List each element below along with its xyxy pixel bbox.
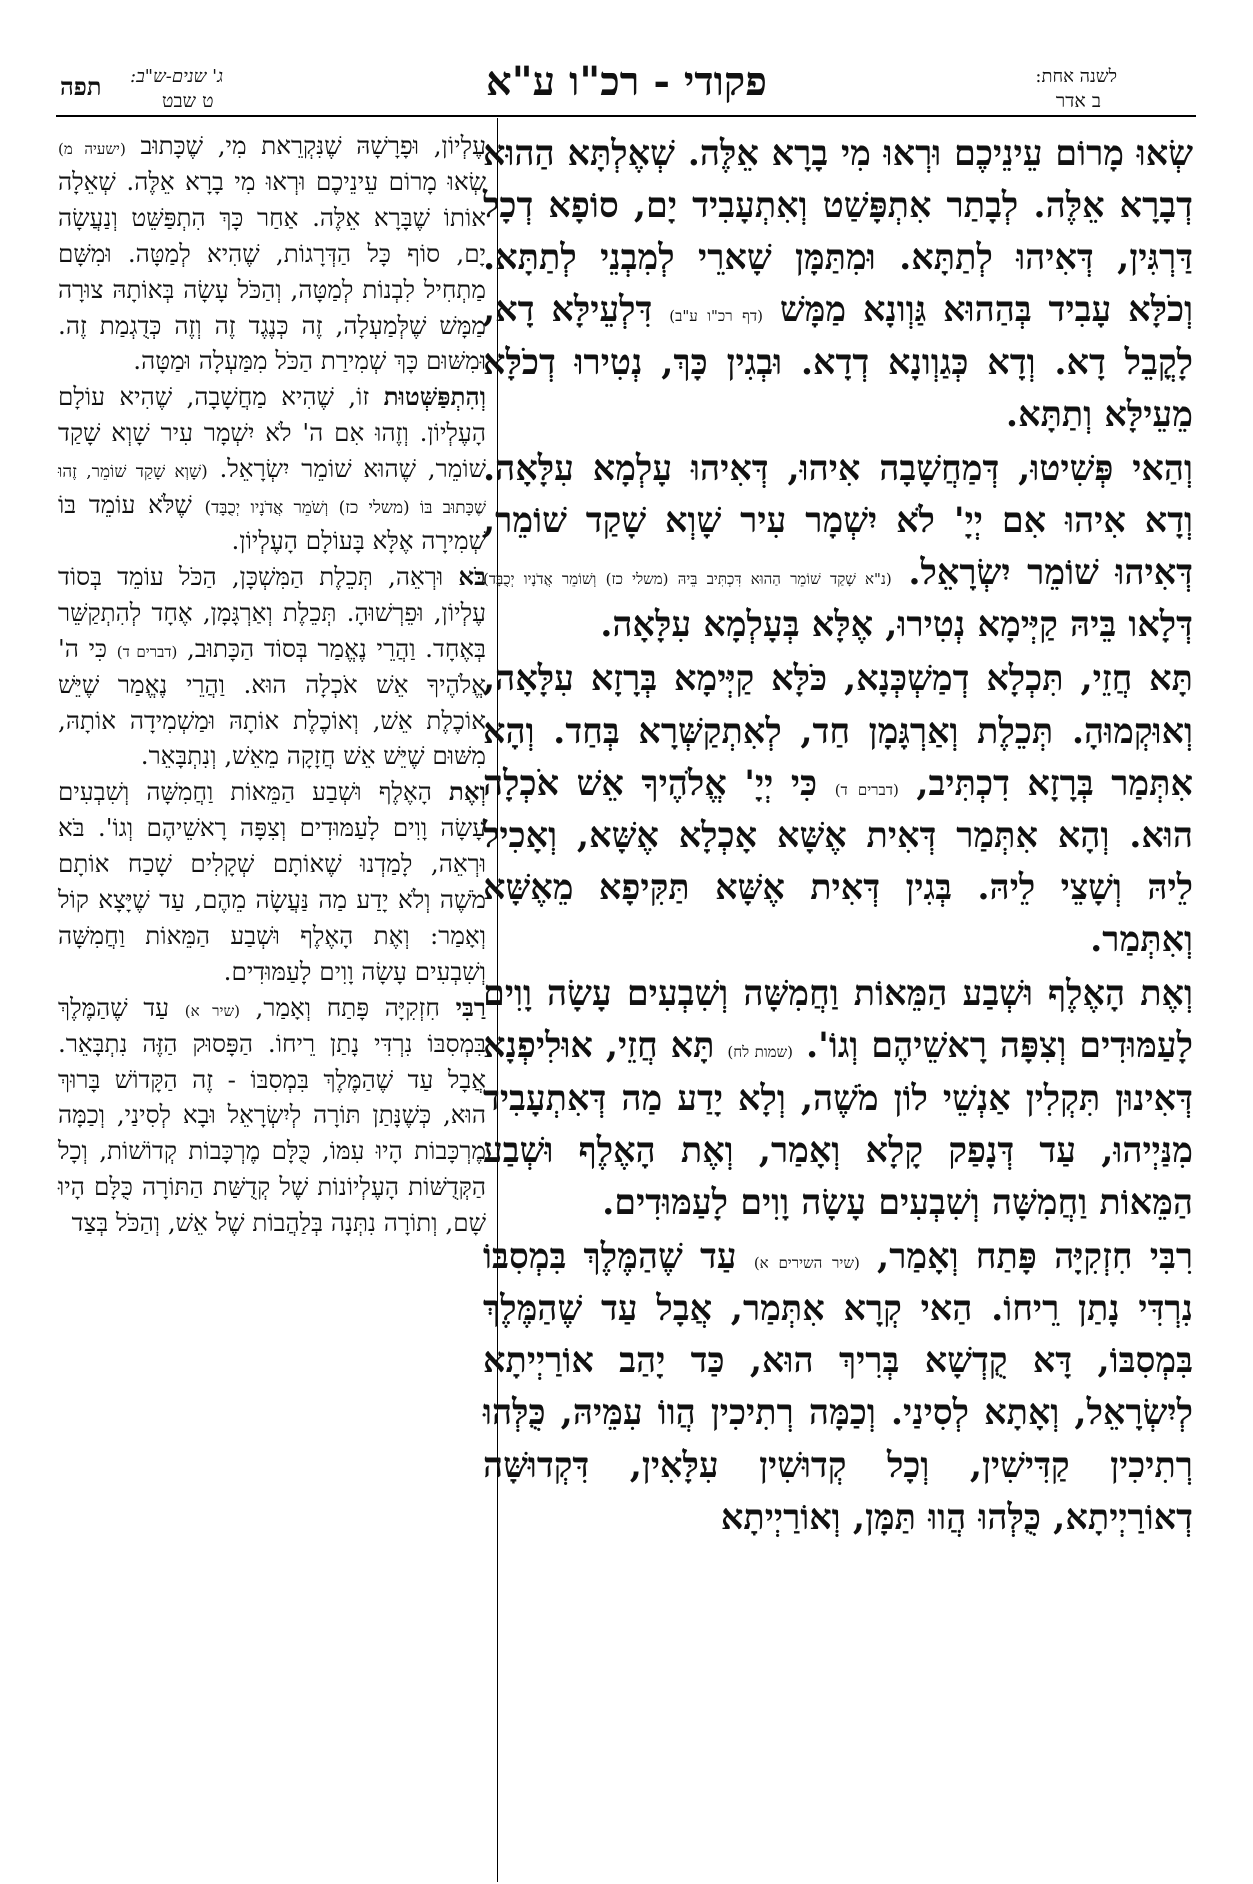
main-text: דְּלָאו בֵּיהּ קַיְּימָא נְטִירוּ, אֶלָּא בְּעָלְמָא עִלָּאָה. [600, 604, 1193, 646]
translation-paragraph-3 [58, 559, 486, 774]
lead-word: וְאֶת [448, 777, 486, 807]
main-text: וְאֶת הָאֶלֶף וּשְׁבַע הַמֵּאוֹת וַחֲמִשָּׁה וְשִׁבְעִים עָשָׂה וָוִים לָעַמּוּדִים וְצִפָּה רָאשֵׁיהֶם וְגוֹ'. [483, 973, 1193, 1067]
translation-text: וּרְאֵה, תְּכֵלֶת הַמִּשְׁכָּן, הַכֹּל עוֹמֵד בְּסוֹד עֶלְיוֹן, וּפֵרְשׁוּהָ. תְּכֵלֶת וְאַרְגָּמָן, אֶחָד לְהִתְקַשֵּׁר בְּאֶחָד. וַהֲרֵי נֶאֱמַר בְּסוֹד הַכָּתוּב, [58, 561, 486, 663]
page-number: תפה [60, 72, 102, 101]
header-rule [56, 115, 1196, 117]
translation-text: הָאֶלֶף וּשְׁבַע הַמֵּאוֹת וַחֲמִשָּׁה וְשִׁבְעִים עָשָׂה וָוִים לָעַמּוּדִים וְצִפָּה רָאשֵׁיהֶם וְגוֹ'. בֹּא וּרְאֵה, לָמַדְנוּ שֶׁאוֹתָם שְׁקָלִים שָׁכַח אוֹתָם מֹשֶׁה וְלֹא יָדַע מַה נַּעֲשָׂה מֵהֶם, עַד שֶׁיָּצָא קוֹל וְאָמַר: וְאֶת הָאֶלֶף וּשְׁבַע הַמֵּאוֹת וַחֲמִשָּׁה וְשִׁבְעִים עָשָׂה וָוִים לָעַמּוּדִים. [58, 777, 486, 986]
translation-text: זוֹ, שֶׁהִיא מַחֲשָׁבָה, שֶׁהִיא עוֹלָם הָעֶלְיוֹן. וְזֶהוּ אִם ה' לֹא יִשְׁמָר עִיר שָׁוְא שָׁקַד שׁוֹמֵר, שֶׁהוּא שׁוֹמֵר יִשְׂרָאֵל. [58, 382, 486, 484]
main-paragraph-4 [483, 968, 1193, 1229]
page-header [0, 0, 1253, 112]
main-paragraph-1 [483, 128, 1193, 441]
verse-reference: (שמות לח) [727, 1043, 794, 1062]
study-date-three-years: ט שבט [162, 90, 214, 112]
main-text: תָּא חֲזֵי, אוּלִיפְנָא דְּאִינוּן תִּקְלִין אַנְשֵׁי לוֹן מֹשֶׁה, וְלָא יָדַע מַה דְּאִתְעָבִיד מִנַּיְיהוּ, עַד דְּנָפַק קָלָא וְאָמַר, וְאֶת הָאֶלֶף וּשְׁבַע הַמֵּאוֹת וַחֲמִשָּׁה וְשִׁבְעִים עָשָׂה וָוִים לָעַמּוּדִים. [483, 1025, 1193, 1223]
study-schedule-one-year: לשנה אחת: [1035, 66, 1117, 87]
translation-text: עֶלְיוֹן, וּפָרָשָׁהּ שֶׁנִּקְרֵאת מִי, שֶׁכָּתוּב [140, 131, 486, 160]
translation-paragraph-1 [58, 128, 486, 379]
main-paragraph-3 [483, 653, 1193, 966]
main-text: כִּי יְיָ' אֱלֹהֶיךָ אֵשׁ אֹכְלָה הוּא. וְהָא אִתְּמַר דְּאִית אֶשָּׁא אָכְלָא אֶשָּׁא, וְאָכִיל לֵיהּ וְשָׁצֵי לֵיהּ. בְּגִין דְּאִית אֶשָּׁא תַּקִּיפָא מֵאֶשָּׁא וְאִתְּמַר. [483, 762, 1193, 961]
verse-reference: (דברים ד) [116, 642, 178, 661]
variant-note: (נ"א שָׁקַד שׁוֹמֵר הַהוּא דִּכְתִּיב בֵּיהּ (משלי כז) וְשׁוֹמֵר אֲדֹנָיו יְכֻבָּד) [483, 570, 892, 589]
page-reference: (דף רכ"ו ע"ב) [669, 307, 763, 326]
translation-paragraph-5 [58, 990, 486, 1241]
variant-note: (שָׁוְא שָׁקַד שׁוֹמֵר, זֶהוּ שֶׁכָּתוּב בּוֹ (משלי כז) וְשֹׁמֵר אֲדֹנָיו יְכֻבָּד) [58, 462, 486, 519]
main-text: וְהַאי פְּשִׁיטוּ, דְּמַחֲשָׁבָה אִיהוּ, דְּאִיהוּ עָלְמָא עִלָּאָה. וְדָא אִיהוּ אִם יְיָ' לֹא יִשְׁמָר עִיר שָׁוְא שָׁקַד שׁוֹמֵר, דְּאִיהוּ שׁוֹמֵר יִשְׂרָאֵל. [483, 447, 1194, 594]
study-schedule-three-years: ג' שנים-ש"ב: [130, 66, 224, 87]
main-paragraph-5 [483, 1231, 1193, 1544]
main-text: תָּא חֲזֵי, תִּכְלָא דְמַשְׁכְּנָא, כֹּלָּא קַיְּימָא בְּרָזָא עִלָּאָה, וְאוּקְמוּהָ. תְּכֵלֶת וְאַרְגָּמָן חַד, לְאִתְקַשְּׁרָא בְּחַד. וְהָא אִתְּמַר בְּרָזָא דִכְתִּיב, [483, 658, 1194, 804]
main-text: רִבִּי חִזְקִיָּה פָּתַח וְאָמַר, [877, 1235, 1194, 1277]
verse-reference: (ישעיה מ) [58, 140, 126, 158]
translation-text: חִזְקִיָּה פָּתַח וְאָמַר, [255, 992, 440, 1022]
translation-paragraph-4 [58, 774, 486, 989]
page-title: פקודי - רכ"ו ע"א [486, 58, 767, 105]
main-text: דִּלְעֵילָּא דָא, לָקֳבֵל דָא. וְדָא כְּגַוְונָא דְדָא. וּבְגִין כָּךְ, נְטִירוּ דְכֹלָּא מֵעֵילָּא וְתַתָּא. [483, 289, 1193, 435]
verse-reference: (שיר א) [184, 1001, 240, 1020]
lead-word: רַבִּי [455, 992, 486, 1022]
translation-text: כִּי ה' אֱלֹהֶיךָ אֵשׁ אֹכְלָה הוּא. וַהֲרֵי נֶאֱמַר שֶׁיֵּשׁ אוֹכֶלֶת אֵשׁ, וְאוֹכֶלֶת אוֹתָהּ וּמַשְׁמִידָה אוֹתָהּ, מִשּׁוּם שֶׁיֵּשׁ אֵשׁ חֲזָקָה מֵאֵשׁ, וְנִתְבָּאֵר. [58, 633, 486, 771]
verse-reference: (שיר השירים א) [753, 1253, 860, 1272]
main-text: שְׂאוּ מָרוֹם עֵינֵיכֶם וּרְאוּ מִי בָרָא אֵלֶּה. שְׁאֶלְתָּא הַהוּא דְבָרָא אֵלֶּה. לְבָתַר אִתְפָּשַׁט וְאִתְעָבִיד יָם, סוֹפָא דְכָל דַּרְגִּין, דְּאִיהוּ לְתַתָּא. וּמִתַּמָּן שָׁארֵי לְמִבְנֵי לְתַתָּא. וְכֹלָּא עָבִיד בְּהַהוּא גַּוְונָא מַמָּשׁ [483, 133, 1194, 331]
study-date-one-year: ב אדר [1055, 90, 1101, 112]
main-text: עַד שֶׁהַמֶּלֶךְ בִּמְסִבּוֹ נִרְדִּי נָתַן רֵיחוֹ. הַאי קְרָא אִתְּמַר, אֲבָל עַד שֶׁהַמֶּלֶךְ בִּמְסִבּוֹ, דָּא קֻדְשָׁא בְּרִיךְ הוּא, כַּד יָהַב אוֹרַיְיתָא לְיִשְׂרָאֵל, וְאָתָא לְסִינַי. וְכַמָּה רְתִיכִין הֲווֹ עִמֵּיהּ, כֻּלְּהוּ רְתִיכִין קַדִּישִׁין, וְכָל קְדוּשִׁין עִלָּאִין, דִּקְדוּשָּׁה דְאוֹרַיְיתָא, כֻּלְּהוּ הֲווּ תַּמָּן, וְאוֹרַיְיתָא [483, 1235, 1193, 1538]
translation-text: שֶׁלֹּא עוֹמֵד בּוֹ שְׁמִירָה אֶלָּא בָּעוֹלָם הָעֶלְיוֹן. [58, 490, 486, 555]
verse-reference: (דברים ד) [834, 780, 899, 799]
lead-word: בֹּא [458, 561, 486, 591]
main-paragraph-2 [483, 443, 1193, 652]
lead-word: וְהִתְפַּשְּׁטוּת [383, 382, 486, 412]
translation-text: שְׂאוּ מָרוֹם עֵינֵיכֶם וּרְאוּ מִי בָרָא אֵלֶּה. שְׁאֵלָה אוֹתוֹ שֶׁבָּרָא אֵלֶּה. אַחַר כָּךְ הִתְפַּשֵּׁט וְנַעֲשָׂה יָם, סוֹף כָּל הַדְּרָגוֹת, שֶׁהִיא לְמַטָּה. וּמִשָּׁם מַתְחִיל לִבְנוֹת לְמַטָּה, וְהַכֹּל עָשָׂה בְּאוֹתָהּ צוּרָה מַמָּשׁ שֶׁלְּמַעְלָה, זֶה כְּנֶגֶד זֶה וְזֶה כְּדֻגְמַת זֶה. וּמִשּׁוּם כָּךְ שְׁמִירַת הַכֹּל מִמַּעְלָה וּמַטָּה. [58, 166, 486, 376]
translation-text: עַד שֶׁהַמֶּלֶךְ בִּמְסִבּוֹ נִרְדִּי נָתַן רֵיחוֹ. הַפָּסוּק הַזֶּה נִתְבָּאֵר. אֲבָל עַד שֶׁהַמֶּלֶךְ בִּמְסִבּוֹ - זֶה הַקָּדוֹשׁ בָּרוּךְ הוּא, כְּשֶׁנָּתַן תּוֹרָה לְיִשְׂרָאֵל וּבָא לְסִינַי, וְכַמָּה מֶרְכָּבוֹת הָיוּ עִמּוֹ, כֻּלָּם מֶרְכָּבוֹת קְדוֹשׁוֹת, וְכָל הַקְּדֻשּׁוֹת הָעֶלְיוֹנוֹת שֶׁל קְדֻשַּׁת הַתּוֹרָה כֻּלָּם הָיוּ שָׁם, וְתוֹרָה נִתְּנָה בְּלַהֲבוֹת שֶׁל אֵשׁ, וְהַכֹּל בְּצַד [58, 992, 486, 1238]
main-text-column [483, 128, 1193, 1546]
translation-paragraph-2 [58, 379, 486, 559]
translation-column [58, 128, 486, 1241]
